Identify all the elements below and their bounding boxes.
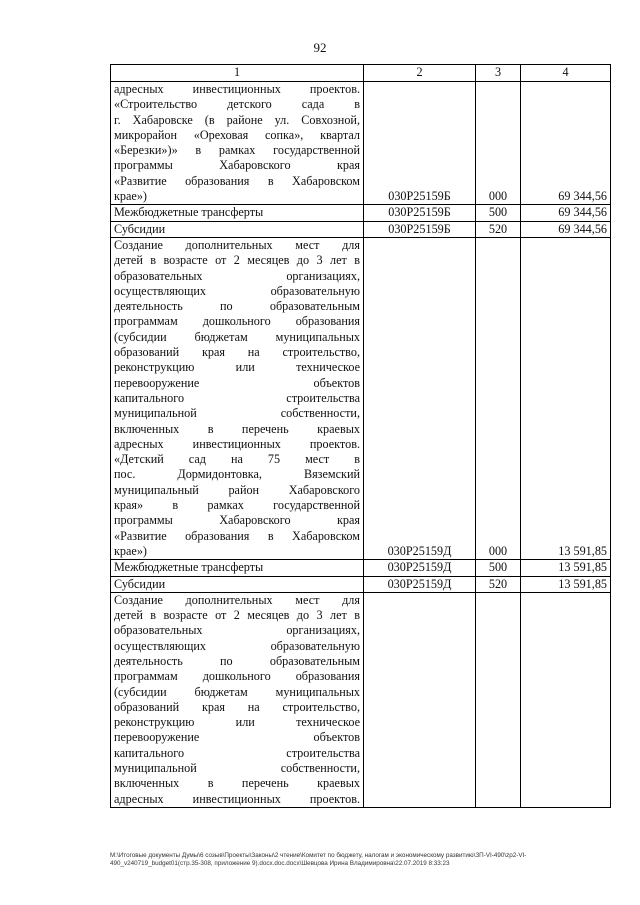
table-row xyxy=(111,560,611,576)
target-code xyxy=(364,592,476,807)
description-line: крае») xyxy=(114,543,147,558)
description-line: перевооружение объектов xyxy=(114,730,360,745)
description-line: программы Хабаровского края xyxy=(114,158,360,173)
amount: 13 591,85 xyxy=(521,237,611,559)
description-line: «Березки»)» в рамках государственной xyxy=(114,143,360,158)
item-description xyxy=(111,237,364,559)
table-row xyxy=(111,592,611,807)
description-line: муниципальной собственности, xyxy=(114,406,360,421)
description-line: реконструкцию или техническое xyxy=(114,715,360,730)
description-line: капитального строительства xyxy=(114,745,360,760)
description-line: образовательных организациях, xyxy=(114,268,360,283)
target-code: 030P25159Б xyxy=(364,82,476,205)
amount: 13 591,85 xyxy=(521,576,611,592)
description-line: Создание дополнительных мест для xyxy=(114,237,360,252)
header-row xyxy=(111,65,611,82)
target-code: 030P25159Д xyxy=(364,576,476,592)
description-line: микрорайон «Ореховая сопка», квартал xyxy=(114,127,360,142)
description-line: Создание дополнительных мест для xyxy=(114,592,360,607)
description-line: адресных инвестиционных проектов. xyxy=(114,436,360,451)
description-line: перевооружение объектов xyxy=(114,375,360,390)
budget-table xyxy=(110,64,611,808)
description-line: включенных в перечень краевых xyxy=(114,421,360,436)
target-code: 030P25159Б xyxy=(364,221,476,237)
description-line: реконструкцию или техническое xyxy=(114,360,360,375)
description-line: детей в возрасте от 2 месяцев до 3 лет в xyxy=(114,253,360,268)
footer-line-1: M:\Итоговые документы Думы\6 созыв\Проекты\Законы\2 чтение\Комитет по бюджету, налогам и экономическому развитию\ЗП-VI-490\zp2-VI- xyxy=(110,852,527,859)
item-description xyxy=(111,592,364,807)
table-row xyxy=(111,576,611,592)
description-line: муниципальной собственности, xyxy=(114,761,360,776)
column-header-3: 3 xyxy=(476,65,521,82)
item-description xyxy=(111,576,364,592)
description-line: г. Хабаровске (в районе ул. Совхозной, xyxy=(114,112,360,127)
description-line: адресных инвестиционных проектов. xyxy=(114,791,360,806)
description-line: Субсидии xyxy=(114,576,166,591)
amount: 69 344,56 xyxy=(521,221,611,237)
description-line: программы Хабаровского края xyxy=(114,513,360,528)
description-line: (субсидии бюджетам муниципальных xyxy=(114,684,360,699)
target-code: 030P25159Д xyxy=(364,237,476,559)
expense-type: 000 xyxy=(476,82,521,205)
file-path-footer xyxy=(110,852,620,868)
expense-type: 520 xyxy=(476,576,521,592)
expense-type: 000 xyxy=(476,237,521,559)
description-line: осуществляющих образовательную xyxy=(114,283,360,298)
target-code: 030P25159Б xyxy=(364,205,476,221)
description-line: муниципальный район Хабаровского xyxy=(114,482,360,497)
table-row xyxy=(111,221,611,237)
footer-line-2: 490_v240719_budget01(стр.35-308, приложение 9).docx.doc.docx\Шевцова Ирина Владимировна\22.07.2019 8:33:23 xyxy=(110,860,450,867)
table-row xyxy=(111,205,611,221)
description-line: образований края на строительство, xyxy=(114,345,360,360)
description-line: (субсидии бюджетам муниципальных xyxy=(114,329,360,344)
description-line: «Детский сад на 75 мест в xyxy=(114,452,360,467)
description-line: края» в рамках государственной xyxy=(114,498,360,513)
column-header-4: 4 xyxy=(521,65,611,82)
amount: 69 344,56 xyxy=(521,205,611,221)
description-line: капитального строительства xyxy=(114,390,360,405)
amount xyxy=(521,592,611,807)
description-line: пос. Дормидонтовка, Вяземский xyxy=(114,467,360,482)
description-line: деятельность по образовательным xyxy=(114,299,360,314)
page-number: 92 xyxy=(313,40,327,55)
description-line: «Развитие образования в Хабаровском xyxy=(114,528,360,543)
amount: 69 344,56 xyxy=(521,82,611,205)
description-line: адресных инвестиционных проектов. xyxy=(114,82,360,96)
table-row xyxy=(111,237,611,559)
description-line: образовательных организациях, xyxy=(114,623,360,638)
amount: 13 591,85 xyxy=(521,560,611,576)
description-line: Межбюджетные трансферты xyxy=(114,205,264,220)
column-header-2: 2 xyxy=(364,65,476,82)
item-description xyxy=(111,560,364,576)
description-line: «Развитие образования в Хабаровском xyxy=(114,173,360,188)
description-line: осуществляющих образовательную xyxy=(114,638,360,653)
table-row xyxy=(111,82,611,205)
description-line: крае») xyxy=(114,189,147,204)
description-line: программам дошкольного образования xyxy=(114,669,360,684)
item-description xyxy=(111,82,364,205)
expense-type: 500 xyxy=(476,560,521,576)
expense-type: 520 xyxy=(476,221,521,237)
description-line: включенных в перечень краевых xyxy=(114,776,360,791)
target-code: 030P25159Д xyxy=(364,560,476,576)
description-line: Межбюджетные трансферты xyxy=(114,560,264,575)
description-line: образований края на строительство, xyxy=(114,699,360,714)
description-line: «Строительство детского сада в xyxy=(114,97,360,112)
item-description xyxy=(111,205,364,221)
description-line: Субсидии xyxy=(114,221,166,236)
item-description xyxy=(111,221,364,237)
expense-type: 500 xyxy=(476,205,521,221)
description-line: детей в возрасте от 2 месяцев до 3 лет в xyxy=(114,608,360,623)
column-header-1: 1 xyxy=(111,65,364,82)
description-line: программам дошкольного образования xyxy=(114,314,360,329)
description-line: деятельность по образовательным xyxy=(114,653,360,668)
expense-type xyxy=(476,592,521,807)
